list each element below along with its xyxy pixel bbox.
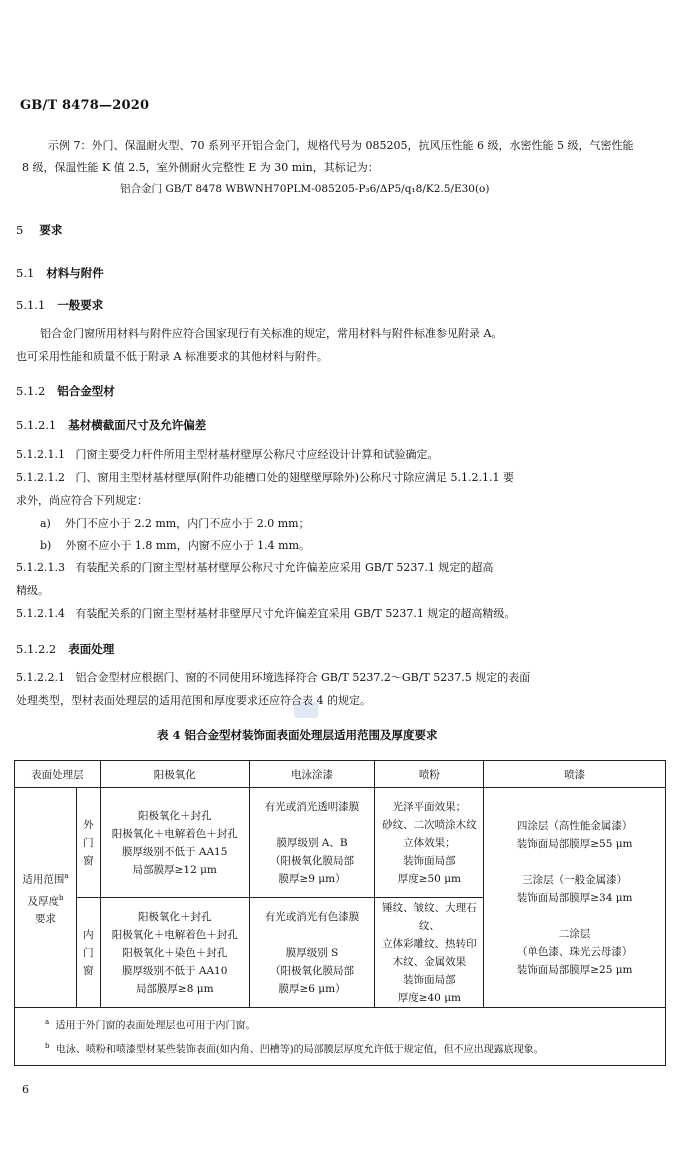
outer-door-window-label: 外 门 窗 <box>76 788 100 898</box>
row-group-label: 适用范围$^a$ 及厚度$^b$ 要求 <box>15 788 77 1008</box>
section-title: 材料与附件 <box>46 266 104 280</box>
table-footnote-row <box>15 1008 666 1066</box>
clause-number: 5.1.2.1.4 <box>16 607 65 620</box>
list-marker: b) <box>40 539 52 552</box>
table-header-row <box>15 761 666 788</box>
list-marker: a) <box>40 517 51 530</box>
watermark-logo-icon <box>292 700 320 720</box>
spray-paint-cell: 四涂层（高性能金属漆） 装饰面局部膜厚≥55 μm 三涂层（一般金属漆） 装饰面局部膜厚≥34 μm 二涂层 （单色漆、珠光云母漆） 装饰面局部膜厚≥25 μm <box>484 788 666 1008</box>
section-number: 5 <box>16 223 24 237</box>
table-4-caption: 表 4 铝合金型材装饰面表面处理层适用范围及厚度要求 <box>157 728 438 742</box>
table-cell: 阳极氧化＋封孔 阳极氧化＋电解着色＋封孔 膜厚级别不低于 AA15 局部膜厚≥12 μm <box>100 788 249 898</box>
section-5-1-1-heading <box>16 297 103 313</box>
list-item-b <box>40 536 310 556</box>
clause-text: 铝合金型材应根据门、窗的不同使用环境选择符合 GB/T 5237.2～GB/T 5237.5 规定的表面 <box>75 671 531 684</box>
section-title: 要求 <box>39 223 63 237</box>
footnote-a: $^a$ 适用于外门窗的表面处理层也可用于内门窗。 <box>45 1018 256 1032</box>
section-5-1-2-heading <box>16 383 115 399</box>
clause-text: 门窗主要受力杆件所用主型材基材壁厚公称尺寸应经设计计算和试验确定。 <box>75 448 439 461</box>
header-cell: 喷漆 <box>484 761 666 788</box>
table-4 <box>14 760 666 1066</box>
clause-number: 5.1.2.1.1 <box>16 448 65 461</box>
section-number: 5.1.2 <box>16 384 46 398</box>
section-title: 铝合金型材 <box>57 384 115 398</box>
section-5-heading <box>16 222 62 238</box>
section-title: 基材横截面尺寸及允许偏差 <box>68 418 207 432</box>
section-5-1-heading <box>16 265 104 281</box>
clause-5-1-2-1-2-line-2: 求外，尚应符合下列规定： <box>16 494 148 507</box>
section-number: 5.1.2.1 <box>16 418 57 432</box>
list-text: 外窗不应小于 1.8 mm，内窗不应小于 1.4 mm。 <box>65 539 311 552</box>
table-cell: 有光或消光有色漆膜 膜厚级别 S （阳极氧化膜局部 膜厚≥6 μm） <box>249 898 375 1008</box>
section-number: 5.1.2.2 <box>16 642 57 656</box>
clause-5-1-2-1-4 <box>16 604 515 624</box>
header-cell: 表面处理层 <box>15 761 101 788</box>
clause-5-1-2-1-2-line-1 <box>16 468 514 488</box>
clause-text: 门、窗用主型材基材壁厚(附件功能槽口处的翅壁壁厚除外)公称尺寸除应满足 5.1.2.1.1 要 <box>75 471 515 484</box>
header-cell: 阳极氧化 <box>100 761 249 788</box>
example-7-line-2: 8 级，保温性能 K 值 2.5，室外侧耐火完整性 E 为 30 min，其标记为： <box>22 161 379 174</box>
inner-door-window-label: 内 门 窗 <box>76 898 100 1008</box>
marking-formula: 铝合金门 GB/T 8478 WBWNH70PLM-085205-P₃6/ΔP5/q₁8/K2.5/E30(o) <box>120 183 490 195</box>
table-footnotes <box>15 1008 666 1066</box>
table-cell: 阳极氧化＋封孔 阳极氧化＋电解着色＋封孔 阳极氧化＋染色＋封孔 膜厚级别不低于 AA10 局部膜厚≥8 μm <box>100 898 249 1008</box>
table-cell: 有光或消光透明漆膜 膜厚级别 A、B （阳极氧化膜局部 膜厚≥9 μm） <box>249 788 375 898</box>
section-title: 表面处理 <box>68 642 115 656</box>
footnote-b: $^b$ 电泳、喷粉和喷漆型材某些装饰表面(如内角、凹槽等)的局部膜层厚度允许低于规定值，但不应出现露底现象。 <box>45 1042 544 1056</box>
table-cell: 锤纹、皱纹、大理石纹、 立体彩雕纹、热转印 木纹、金属效果 装饰面局部 厚度≥40 μm <box>375 898 484 1008</box>
section-5-1-2-1-heading <box>16 417 206 433</box>
clause-5-1-2-1-1 <box>16 445 438 465</box>
clause-text: 有装配关系的门窗主型材基材壁厚公称尺寸允许偏差应采用 GB/T 5237.1 规定的超高 <box>75 561 494 574</box>
header-cell: 喷粉 <box>375 761 484 788</box>
paragraph-5-1-1-line-1: 铝合金门窗所用材料与附件应符合国家现行有关标准的规定，常用材料与附件标准参见附录 A。 <box>40 327 503 340</box>
clause-5-1-2-1-3-line-1 <box>16 558 493 578</box>
clause-5-1-2-2-1-line-1 <box>16 668 530 688</box>
list-item-a <box>40 514 310 534</box>
paragraph-5-1-1-line-2: 也可采用性能和质量不低于附录 A 标准要求的其他材料与附件。 <box>16 350 328 363</box>
clause-number: 5.1.2.1.3 <box>16 561 65 574</box>
standard-code-header: GB/T 8478—2020 <box>20 98 150 113</box>
section-title: 一般要求 <box>57 298 104 312</box>
clause-number: 5.1.2.1.2 <box>16 471 65 484</box>
clause-5-1-2-2-1-line-2: 处理类型，型材表面处理层的适用范围和厚度要求还应符合表 4 的规定。 <box>16 694 371 707</box>
section-number: 5.1 <box>16 266 35 280</box>
header-cell: 电泳涂漆 <box>249 761 375 788</box>
page-number: 6 <box>22 1083 29 1096</box>
section-5-1-2-2-heading <box>16 641 114 657</box>
clause-number: 5.1.2.2.1 <box>16 671 65 684</box>
clause-text: 有装配关系的门窗主型材基材非壁厚尺寸允许偏差宜采用 GB/T 5237.1 规定的超高精级。 <box>75 607 516 620</box>
table-row-outer <box>15 788 666 898</box>
section-number: 5.1.1 <box>16 298 46 312</box>
table-cell: 光泽平面效果； 砂纹、二次喷涂木纹 立体效果； 装饰面局部 厚度≥50 μm <box>375 788 484 898</box>
example-7-line-1: 示例 7：外门、保温耐火型、70 系列平开铝合金门，规格代号为 085205，抗风压性能 6 级，水密性能 5 级，气密性能 <box>48 139 634 152</box>
list-text: 外门不应小于 2.2 mm，内门不应小于 2.0 mm； <box>64 517 310 530</box>
clause-5-1-2-1-3-line-2: 精级。 <box>16 584 49 597</box>
